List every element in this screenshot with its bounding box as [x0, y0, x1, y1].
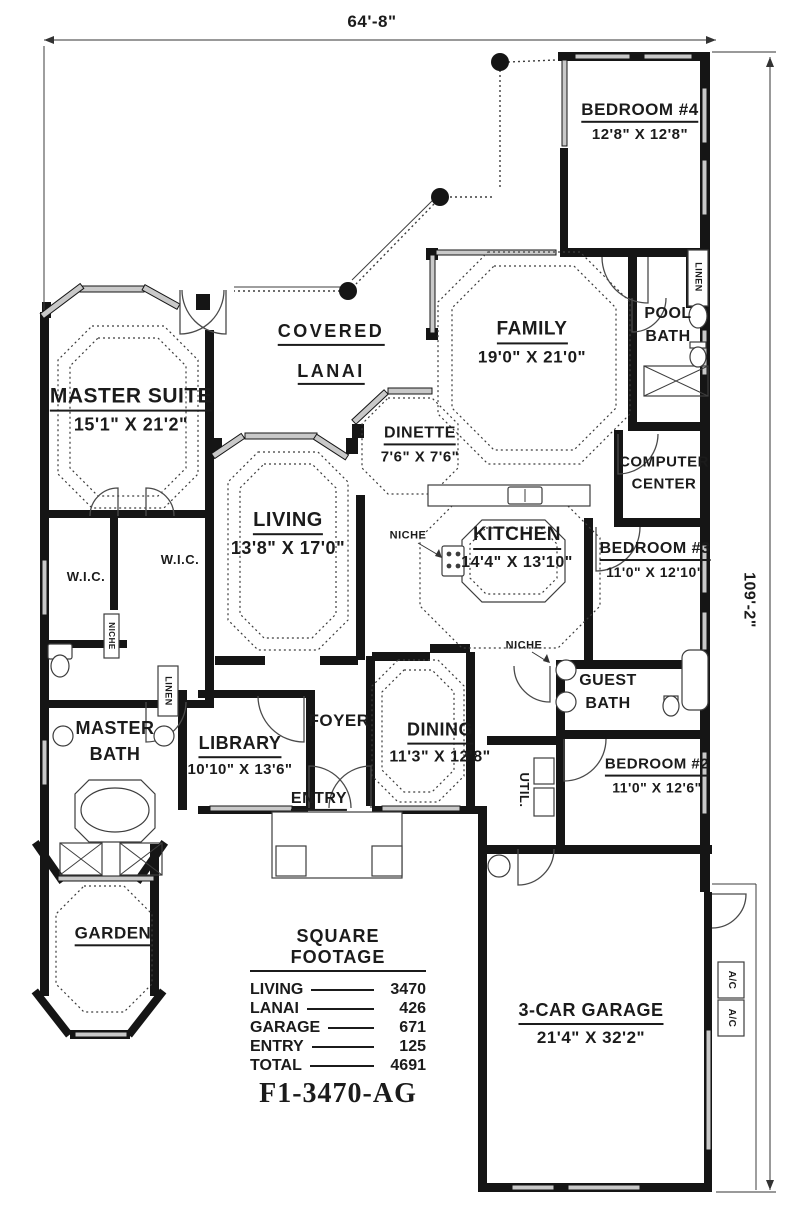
window	[245, 433, 317, 439]
room-name-line1: COVERED	[278, 321, 385, 346]
room-name: LIBRARY	[199, 733, 282, 758]
table-row	[250, 1056, 426, 1075]
room-name: GUEST BATH	[579, 671, 637, 712]
wall-segment	[560, 148, 568, 252]
row-label: ENTRY	[250, 1037, 304, 1055]
wall-segment	[487, 845, 712, 854]
niche-pointer-arrowhead	[543, 654, 550, 663]
room-label-foyer	[308, 711, 369, 731]
window	[388, 388, 432, 394]
room-name: W.I.C.	[66, 569, 106, 585]
table-row	[250, 999, 426, 1018]
room-name: COMPUTER CENTER	[619, 453, 709, 492]
door-swing-arc	[564, 739, 606, 781]
closet-label-text: LINEN	[163, 676, 174, 706]
niche-label-hall	[506, 639, 543, 652]
room-name: ENTRY	[291, 789, 347, 811]
lanai-post	[491, 53, 509, 71]
wall-segment	[372, 652, 430, 661]
room-dims: 15'1" X 21'2"	[73, 414, 189, 435]
square-footage-title: SQUARE FOOTAGE	[250, 926, 426, 972]
wall-segment	[584, 518, 593, 668]
lanai-boundary-dotted	[356, 204, 434, 284]
window	[42, 560, 47, 615]
ac-unit-label-1	[725, 971, 737, 990]
table-row	[250, 980, 426, 999]
row-dash	[307, 1008, 374, 1010]
wall-segment-angled	[126, 988, 167, 1037]
window	[575, 54, 630, 59]
wall-segment	[487, 736, 556, 745]
window	[430, 255, 435, 333]
row-dash	[328, 1027, 374, 1029]
row-label: LIVING	[250, 980, 304, 998]
niche-label-kitchen	[390, 529, 427, 542]
row-label: LANAI	[250, 999, 299, 1017]
room-label-master-suite	[50, 384, 212, 437]
lanai-post	[431, 188, 449, 206]
wall-segment	[356, 495, 365, 660]
window	[75, 1032, 127, 1037]
room-label-covered-lanai	[278, 321, 385, 385]
room-label-entry	[291, 789, 347, 811]
room-label-util	[516, 773, 532, 808]
closet-label-text: LINEN	[693, 262, 704, 292]
dimension-arrow	[44, 36, 54, 44]
room-label-guest-bath	[570, 669, 646, 715]
room-label-wic-left	[67, 569, 105, 585]
row-value: 426	[399, 999, 426, 1017]
room-name: UTIL.	[516, 772, 532, 808]
bathtub	[682, 650, 708, 710]
room-name-line2: LANAI	[297, 361, 365, 386]
room-dims: 19'0" X 21'0"	[477, 347, 587, 367]
toilet-bowl	[690, 347, 706, 367]
range-burner	[447, 564, 452, 569]
window	[568, 1185, 640, 1190]
column-base	[276, 846, 306, 876]
room-label-bedroom3	[600, 539, 711, 581]
wall-segment	[198, 690, 310, 698]
row-dash	[312, 1046, 374, 1048]
room-dims: 11'3" X 12'8"	[389, 748, 491, 766]
top-dimension-text: 64'-8"	[347, 11, 397, 31]
room-dims: 7'6" X 7'6"	[380, 448, 460, 466]
room-label-computer-center	[609, 451, 719, 495]
row-value: 125	[399, 1037, 426, 1055]
wall-segment	[614, 518, 710, 527]
window-angled	[142, 285, 180, 310]
room-label-bedroom2	[605, 756, 709, 797]
range-burner	[456, 564, 461, 569]
plan-number: F1-3470-AG	[259, 1078, 417, 1109]
bathtub	[81, 788, 149, 832]
wall-segment	[45, 510, 207, 518]
room-label-pool-bath	[635, 302, 701, 348]
room-label-dinette	[381, 423, 460, 466]
room-label-family	[478, 318, 586, 367]
door-swing-arc	[518, 849, 554, 885]
window	[702, 160, 707, 215]
window	[706, 1030, 711, 1150]
ac-unit-label-2	[725, 1009, 737, 1028]
room-name: DINING	[407, 720, 473, 745]
room-name: MASTER BATH	[75, 717, 155, 764]
room-dims: 10'10" X 13'6"	[187, 760, 293, 778]
room-label-garden	[75, 923, 152, 946]
right-dimension-text: 109'-2"	[740, 572, 758, 628]
room-label-wic-right	[161, 552, 199, 568]
lanai-post	[339, 282, 357, 300]
tray-ceiling-outline	[56, 886, 152, 1012]
window	[42, 740, 47, 785]
window-angled	[352, 390, 388, 424]
range-burner	[456, 552, 461, 557]
niche-label-master	[106, 622, 116, 649]
room-dims: 11'0" X 12'10"	[606, 564, 704, 581]
window	[702, 612, 707, 650]
ac-label-text: A/C	[726, 970, 737, 990]
wall-segment	[215, 656, 265, 665]
room-label-garage	[518, 1000, 663, 1048]
window	[512, 1185, 554, 1190]
room-name: W.I.C.	[160, 552, 200, 568]
window	[382, 806, 460, 811]
row-label: TOTAL	[250, 1056, 302, 1074]
wall-segment	[196, 294, 210, 310]
column-base	[372, 846, 402, 876]
wall-segment	[478, 806, 487, 1192]
room-label-master-bath	[65, 715, 165, 767]
room-dims: 11'0" X 12'6"	[612, 779, 702, 796]
dimension-arrow	[706, 36, 716, 44]
square-footage-table	[250, 926, 426, 1110]
door-swing-arc	[712, 894, 746, 928]
range-burner	[447, 552, 452, 557]
row-dash	[311, 989, 374, 991]
door-swing-arc	[602, 257, 648, 303]
room-name: BEDROOM #4	[581, 100, 698, 123]
row-label: GARAGE	[250, 1018, 321, 1036]
room-name: KITCHEN	[473, 524, 561, 550]
window	[562, 60, 567, 146]
row-value: 3470	[390, 980, 426, 998]
linen-closet-label-top	[693, 262, 704, 292]
toilet-bowl	[51, 655, 69, 677]
toilet-bowl	[663, 696, 679, 716]
niche-label-text: NICHE	[389, 529, 427, 542]
window	[644, 54, 692, 59]
room-name: 3-CAR GARAGE	[518, 1000, 663, 1025]
room-label-kitchen	[461, 524, 573, 572]
dimension-arrow	[766, 57, 774, 67]
ac-label-text: A/C	[726, 1008, 737, 1028]
room-dims: 14'4" X 13'10"	[461, 553, 573, 571]
window-angled	[40, 284, 84, 319]
row-dash	[310, 1065, 374, 1067]
room-label-dining	[389, 720, 490, 767]
room-dims: 13'8" X 17'0"	[230, 538, 346, 559]
room-dims: 21'4" X 32'2"	[536, 1027, 646, 1047]
room-name: POOL BATH	[644, 304, 692, 345]
room-label-library	[187, 733, 292, 779]
row-value: 671	[399, 1018, 426, 1036]
wall-segment	[352, 424, 364, 438]
wall-segment	[556, 730, 710, 739]
door-swing-arc	[514, 666, 550, 702]
row-value: 4691	[390, 1056, 426, 1074]
room-label-bedroom4	[581, 100, 698, 144]
room-name: MASTER SUITE	[50, 384, 212, 412]
room-name: GARDEN	[75, 923, 152, 946]
niche-label-text: NICHE	[106, 622, 116, 650]
table-row	[250, 1018, 426, 1037]
linen-closet-label-left	[163, 676, 174, 706]
window	[58, 876, 154, 881]
window	[210, 806, 292, 811]
window	[702, 88, 707, 143]
room-label-living	[231, 508, 345, 560]
wall-segment-angled	[32, 988, 73, 1037]
right-dimension-label	[739, 572, 758, 628]
room-name: DINETTE	[384, 423, 456, 445]
niche-label-text: NICHE	[505, 639, 543, 652]
dimension-arrow	[766, 1180, 774, 1190]
room-name: FAMILY	[497, 318, 568, 344]
room-name: LIVING	[253, 508, 323, 535]
wall-segment	[110, 518, 118, 610]
roof-edge-line	[352, 199, 434, 280]
water-heater	[488, 855, 510, 877]
room-dims: 12'8" X 12'8"	[591, 126, 689, 144]
room-name: FOYER	[308, 710, 370, 730]
window-angled	[313, 434, 348, 460]
wall-segment	[320, 656, 358, 665]
top-dimension-label	[347, 12, 396, 32]
wall-segment	[628, 422, 710, 431]
room-name: BEDROOM #2	[605, 756, 709, 777]
dryer	[534, 788, 554, 816]
washer	[534, 758, 554, 784]
table-row	[250, 1037, 426, 1056]
wall-segment	[346, 438, 358, 454]
room-name: BEDROOM #3	[600, 539, 711, 561]
lanai-boundary-dotted	[508, 60, 556, 62]
window	[80, 286, 144, 292]
